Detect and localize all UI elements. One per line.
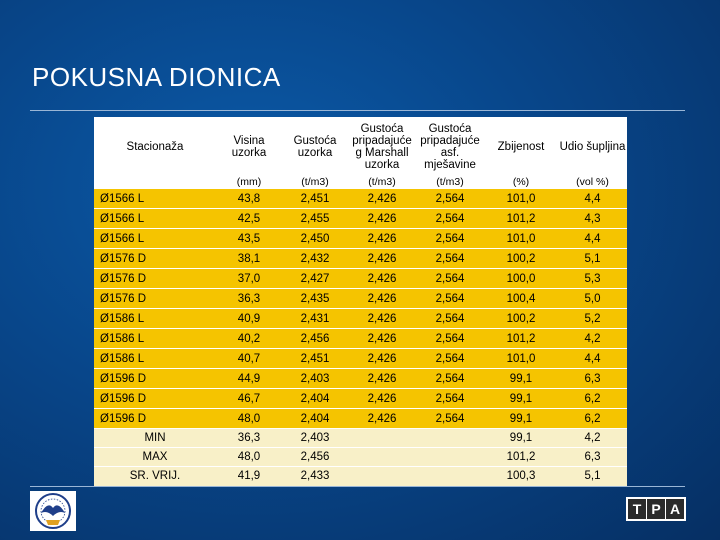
summary-gustoca-marshall bbox=[348, 448, 416, 467]
cell-gustoca-marshall: 2,426 bbox=[348, 349, 416, 369]
cell-gustoca-marshall: 2,426 bbox=[348, 329, 416, 349]
summary-row bbox=[94, 429, 627, 448]
cell-gustoca-mjesavine: 2,564 bbox=[416, 369, 484, 389]
cell-visina: 37,0 bbox=[216, 269, 282, 289]
table-row bbox=[94, 249, 627, 269]
cell-udio-supljina: 4,4 bbox=[558, 229, 627, 249]
header-zbijenost: Zbijenost bbox=[484, 117, 558, 176]
cell-gustoca-mjesavine: 2,564 bbox=[416, 309, 484, 329]
title-divider bbox=[30, 110, 685, 111]
summary-gustoca-uzorka: 2,433 bbox=[282, 467, 348, 486]
results-table bbox=[94, 117, 627, 486]
cell-udio-supljina: 4,4 bbox=[558, 189, 627, 209]
cell-udio-supljina: 5,0 bbox=[558, 289, 627, 309]
cell-gustoca-mjesavine: 2,564 bbox=[416, 209, 484, 229]
tpa-logo-letter: T bbox=[628, 499, 646, 519]
summary-udio-supljina: 4,2 bbox=[558, 429, 627, 448]
unit-cell: (mm) bbox=[216, 176, 282, 189]
cell-visina: 40,2 bbox=[216, 329, 282, 349]
cell-stacionaza: Ø1566 L bbox=[94, 189, 216, 209]
cell-stacionaza: Ø1596 D bbox=[94, 409, 216, 429]
header-gustoca-mjesavine: Gustoća pripadajuće asf. mješavine bbox=[416, 117, 484, 176]
table-row bbox=[94, 229, 627, 249]
cell-gustoca-mjesavine: 2,564 bbox=[416, 249, 484, 269]
summary-gustoca-uzorka: 2,403 bbox=[282, 429, 348, 448]
cell-gustoca-mjesavine: 2,564 bbox=[416, 289, 484, 309]
institute-logo-graphic bbox=[30, 491, 76, 531]
summary-gustoca-mjesavine bbox=[416, 467, 484, 486]
summary-gustoca-marshall bbox=[348, 467, 416, 486]
unit-cell bbox=[94, 176, 216, 189]
cell-gustoca-marshall: 2,426 bbox=[348, 249, 416, 269]
summary-visina: 41,9 bbox=[216, 467, 282, 486]
cell-udio-supljina: 6,2 bbox=[558, 389, 627, 409]
cell-stacionaza: Ø1576 D bbox=[94, 269, 216, 289]
tpa-logo-letter: P bbox=[647, 499, 665, 519]
cell-stacionaza: Ø1586 L bbox=[94, 349, 216, 369]
cell-gustoca-uzorka: 2,435 bbox=[282, 289, 348, 309]
summary-row bbox=[94, 467, 627, 486]
cell-udio-supljina: 6,3 bbox=[558, 369, 627, 389]
tpa-logo bbox=[626, 497, 686, 521]
summary-label: MAX bbox=[94, 448, 216, 467]
summary-visina: 48,0 bbox=[216, 448, 282, 467]
cell-zbijenost: 99,1 bbox=[484, 369, 558, 389]
cell-stacionaza: Ø1576 D bbox=[94, 249, 216, 269]
cell-gustoca-mjesavine: 2,564 bbox=[416, 389, 484, 409]
cell-stacionaza: Ø1566 L bbox=[94, 229, 216, 249]
cell-udio-supljina: 5,2 bbox=[558, 309, 627, 329]
cell-zbijenost: 99,1 bbox=[484, 409, 558, 429]
cell-gustoca-mjesavine: 2,564 bbox=[416, 349, 484, 369]
cell-gustoca-uzorka: 2,427 bbox=[282, 269, 348, 289]
header-stacionaza: Stacionaža bbox=[94, 117, 216, 176]
cell-gustoca-uzorka: 2,451 bbox=[282, 189, 348, 209]
cell-visina: 43,8 bbox=[216, 189, 282, 209]
summary-visina: 36,3 bbox=[216, 429, 282, 448]
table-row bbox=[94, 209, 627, 229]
cell-stacionaza: Ø1566 L bbox=[94, 209, 216, 229]
table-row bbox=[94, 309, 627, 329]
cell-udio-supljina: 6,2 bbox=[558, 409, 627, 429]
summary-zbijenost: 99,1 bbox=[484, 429, 558, 448]
cell-zbijenost: 100,2 bbox=[484, 249, 558, 269]
summary-zbijenost: 100,3 bbox=[484, 467, 558, 486]
cell-visina: 38,1 bbox=[216, 249, 282, 269]
unit-cell: (vol %) bbox=[558, 176, 627, 189]
cell-zbijenost: 101,2 bbox=[484, 329, 558, 349]
table-body bbox=[94, 189, 627, 486]
cell-gustoca-uzorka: 2,451 bbox=[282, 349, 348, 369]
cell-gustoca-uzorka: 2,404 bbox=[282, 409, 348, 429]
cell-gustoca-uzorka: 2,431 bbox=[282, 309, 348, 329]
table-row bbox=[94, 289, 627, 309]
cell-zbijenost: 101,0 bbox=[484, 189, 558, 209]
cell-gustoca-uzorka: 2,455 bbox=[282, 209, 348, 229]
summary-label: MIN bbox=[94, 429, 216, 448]
cell-gustoca-marshall: 2,426 bbox=[348, 189, 416, 209]
cell-gustoca-marshall: 2,426 bbox=[348, 389, 416, 409]
cell-udio-supljina: 5,3 bbox=[558, 269, 627, 289]
summary-gustoca-marshall bbox=[348, 429, 416, 448]
cell-gustoca-marshall: 2,426 bbox=[348, 369, 416, 389]
table-row bbox=[94, 389, 627, 409]
cell-zbijenost: 101,0 bbox=[484, 349, 558, 369]
table-row bbox=[94, 189, 627, 209]
table-row bbox=[94, 329, 627, 349]
cell-udio-supljina: 4,3 bbox=[558, 209, 627, 229]
summary-row bbox=[94, 448, 627, 467]
cell-udio-supljina: 5,1 bbox=[558, 249, 627, 269]
table-row bbox=[94, 349, 627, 369]
cell-visina: 40,7 bbox=[216, 349, 282, 369]
cell-stacionaza: Ø1586 L bbox=[94, 329, 216, 349]
cell-visina: 36,3 bbox=[216, 289, 282, 309]
unit-cell: (%) bbox=[484, 176, 558, 189]
unit-cell: (t/m3) bbox=[348, 176, 416, 189]
summary-udio-supljina: 5,1 bbox=[558, 467, 627, 486]
cell-zbijenost: 101,0 bbox=[484, 229, 558, 249]
slide-title: POKUSNA DIONICA bbox=[32, 62, 281, 92]
cell-gustoca-uzorka: 2,404 bbox=[282, 389, 348, 409]
cell-gustoca-marshall: 2,426 bbox=[348, 289, 416, 309]
cell-visina: 40,9 bbox=[216, 309, 282, 329]
header-visina: Visina uzorka bbox=[216, 117, 282, 176]
cell-visina: 46,7 bbox=[216, 389, 282, 409]
cell-stacionaza: Ø1576 D bbox=[94, 289, 216, 309]
header-gustoca-uzorka: Gustoća uzorka bbox=[282, 117, 348, 176]
summary-label: SR. VRIJ. bbox=[94, 467, 216, 486]
cell-gustoca-mjesavine: 2,564 bbox=[416, 189, 484, 209]
cell-zbijenost: 100,4 bbox=[484, 289, 558, 309]
cell-visina: 42,5 bbox=[216, 209, 282, 229]
cell-gustoca-marshall: 2,426 bbox=[348, 409, 416, 429]
summary-gustoca-mjesavine bbox=[416, 429, 484, 448]
cell-zbijenost: 99,1 bbox=[484, 389, 558, 409]
cell-visina: 44,9 bbox=[216, 369, 282, 389]
summary-gustoca-mjesavine bbox=[416, 448, 484, 467]
cell-zbijenost: 100,2 bbox=[484, 309, 558, 329]
summary-gustoca-uzorka: 2,456 bbox=[282, 448, 348, 467]
cell-gustoca-uzorka: 2,456 bbox=[282, 329, 348, 349]
table-row bbox=[94, 269, 627, 289]
results-table-container bbox=[94, 117, 627, 487]
cell-udio-supljina: 4,2 bbox=[558, 329, 627, 349]
institute-logo bbox=[30, 491, 76, 531]
cell-visina: 48,0 bbox=[216, 409, 282, 429]
footer-divider bbox=[30, 486, 685, 487]
cell-stacionaza: Ø1596 D bbox=[94, 369, 216, 389]
table-row bbox=[94, 369, 627, 389]
header-row bbox=[94, 117, 627, 176]
cell-gustoca-uzorka: 2,450 bbox=[282, 229, 348, 249]
table-row bbox=[94, 409, 627, 429]
cell-visina: 43,5 bbox=[216, 229, 282, 249]
cell-gustoca-marshall: 2,426 bbox=[348, 229, 416, 249]
header-gustoca-marshall: Gustoća pripadajuće g Marshall uzorka bbox=[348, 117, 416, 176]
cell-stacionaza: Ø1586 L bbox=[94, 309, 216, 329]
cell-gustoca-mjesavine: 2,564 bbox=[416, 229, 484, 249]
cell-zbijenost: 100,0 bbox=[484, 269, 558, 289]
units-row bbox=[94, 176, 627, 189]
unit-cell: (t/m3) bbox=[416, 176, 484, 189]
cell-gustoca-marshall: 2,426 bbox=[348, 209, 416, 229]
summary-udio-supljina: 6,3 bbox=[558, 448, 627, 467]
cell-gustoca-mjesavine: 2,564 bbox=[416, 409, 484, 429]
cell-gustoca-marshall: 2,426 bbox=[348, 269, 416, 289]
unit-cell: (t/m3) bbox=[282, 176, 348, 189]
cell-zbijenost: 101,2 bbox=[484, 209, 558, 229]
cell-gustoca-uzorka: 2,432 bbox=[282, 249, 348, 269]
header-udio-supljina: Udio šupljina bbox=[558, 117, 627, 176]
cell-stacionaza: Ø1596 D bbox=[94, 389, 216, 409]
tpa-logo-letter: A bbox=[666, 499, 684, 519]
cell-udio-supljina: 4,4 bbox=[558, 349, 627, 369]
cell-gustoca-marshall: 2,426 bbox=[348, 309, 416, 329]
summary-zbijenost: 101,2 bbox=[484, 448, 558, 467]
cell-gustoca-uzorka: 2,403 bbox=[282, 369, 348, 389]
cell-gustoca-mjesavine: 2,564 bbox=[416, 329, 484, 349]
cell-gustoca-mjesavine: 2,564 bbox=[416, 269, 484, 289]
